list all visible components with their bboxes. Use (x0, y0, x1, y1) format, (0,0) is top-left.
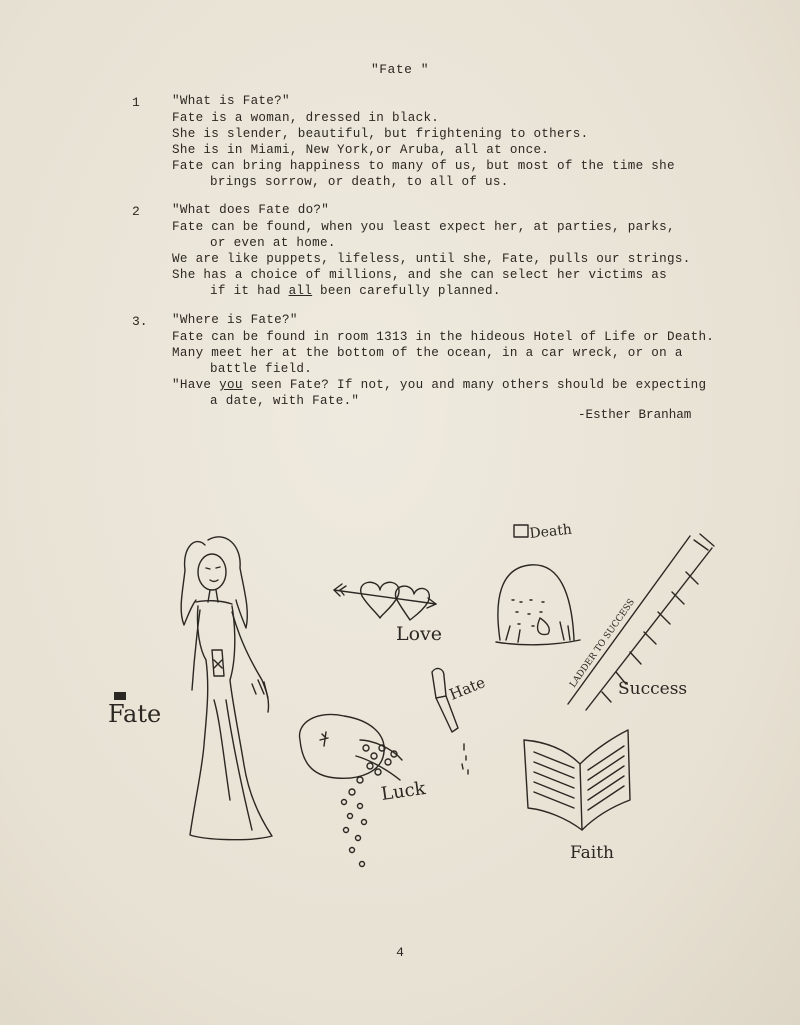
section-2-line: Fate can be found, when you least expect her, at parties, parks, (172, 220, 675, 234)
fate-label: Fate (108, 700, 162, 728)
tombstone-drawing (496, 525, 580, 645)
section-2-line: if it had all been carefully planned. (210, 284, 501, 298)
underlined-word: you (219, 378, 243, 392)
section-1-question: "What is Fate?" (172, 94, 290, 108)
success-label: Success (618, 679, 688, 699)
luck-label: Luck (379, 777, 427, 805)
death-label: Death (528, 521, 573, 542)
author-signature: -Esther Branham (578, 408, 692, 422)
section-3-line: "Have you seen Fate? If not, you and many others should be expecting (172, 378, 707, 392)
section-1-line: Fate can bring happiness to many of us, but most of the time she (172, 159, 675, 173)
section-3-line: Many meet her at the bottom of the ocean, in a car wreck, or on a (172, 346, 683, 360)
faith-label: Faith (570, 843, 614, 863)
hate-label: Hate (446, 673, 488, 704)
section-3-line: Fate can be found in room 1313 in the hideous Hotel of Life or Death. (172, 330, 715, 344)
ladder-label: LADDER TO SUCCESS (568, 597, 638, 690)
underlined-word: all (288, 284, 313, 298)
section-1-line: She is slender, beautiful, but frightening to others. (172, 127, 589, 141)
section-3-question: "Where is Fate?" (172, 313, 298, 327)
section-3-number: 3. (132, 314, 148, 329)
section-2-question: "What does Fate do?" (172, 203, 330, 217)
section-1-line: Fate is a woman, dressed in black. (172, 111, 440, 125)
section-2-line: or even at home. (210, 236, 336, 250)
section-2-line: She has a choice of millions, and she can select her victims as (172, 268, 668, 282)
section-2-number: 2 (132, 204, 140, 219)
fate-woman-drawing (181, 537, 272, 840)
section-2-line: We are like puppets, lifeless, until she, Fate, pulls our strings. (172, 252, 691, 266)
page-title: "Fate " (370, 62, 430, 77)
section-3-line: battle field. (210, 362, 313, 376)
section-1-line: She is in Miami, New York,or Aruba, all at once. (172, 143, 550, 157)
love-label: Love (396, 623, 443, 645)
page-number: 4 (396, 945, 404, 960)
love-hearts-drawing (334, 582, 436, 620)
open-book-drawing (524, 730, 630, 830)
section-1-line: brings sorrow, or death, to all of us. (210, 175, 509, 189)
section-1-number: 1 (132, 95, 140, 110)
section-3-line: a date, with Fate." (210, 394, 360, 408)
